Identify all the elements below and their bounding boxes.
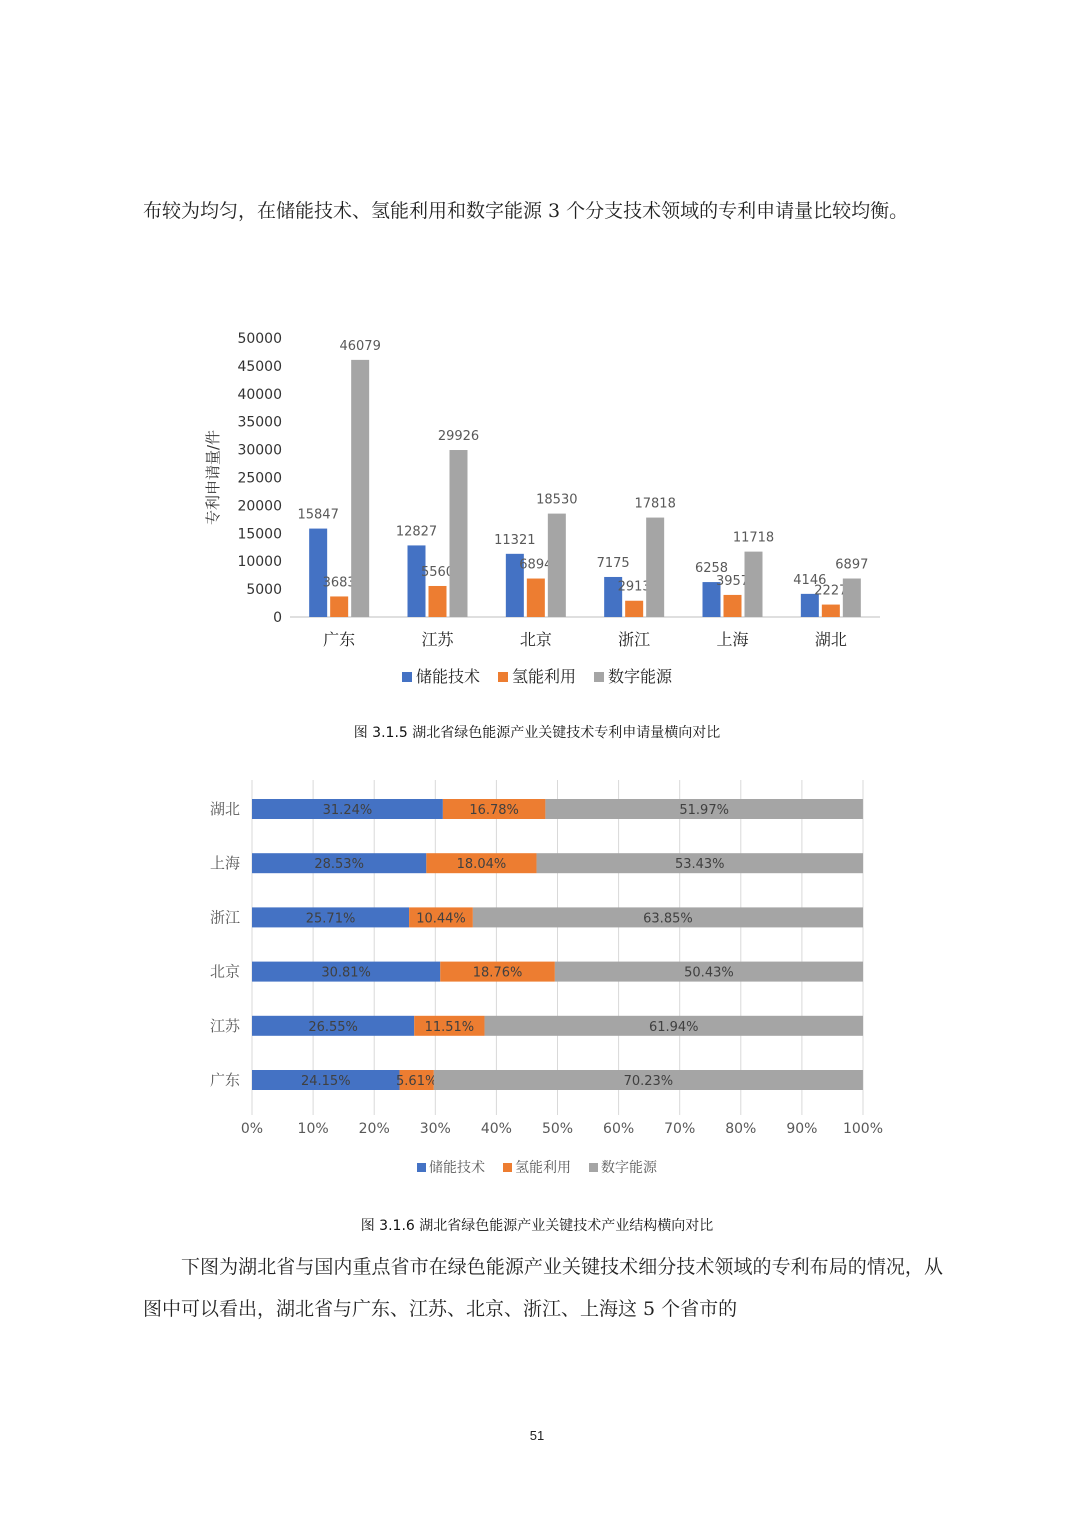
bar-hydrogen <box>724 595 742 617</box>
y-tick-label: 浙江 <box>210 908 240 926</box>
x-tick-label: 0% <box>241 1121 263 1137</box>
segment-label: 16.78% <box>469 803 519 818</box>
x-tick-label: 100% <box>843 1121 883 1137</box>
bar-hydrogen <box>429 586 447 617</box>
legend-swatch <box>402 672 412 682</box>
y-tick-label: 35000 <box>237 415 282 431</box>
x-tick-label: 北京 <box>520 630 552 649</box>
legend-entry: 数字能源 <box>601 1159 658 1176</box>
data-label: 5560 <box>421 565 454 580</box>
bar-hydrogen <box>330 596 348 617</box>
segment-label: 18.04% <box>457 857 507 872</box>
x-tick-label: 30% <box>420 1121 451 1137</box>
x-tick-label: 90% <box>786 1121 817 1137</box>
data-label: 7175 <box>597 556 630 571</box>
legend-entry: 储能技术 <box>429 1159 485 1176</box>
x-tick-label: 20% <box>359 1121 390 1137</box>
y-tick-label: 湖北 <box>210 800 240 818</box>
x-tick-label: 50% <box>542 1121 573 1137</box>
segment-label: 10.44% <box>416 911 466 926</box>
segment-label: 18.76% <box>473 966 523 981</box>
data-label: 3683 <box>323 575 356 590</box>
y-tick-label: 上海 <box>210 854 240 872</box>
bar-digital <box>843 579 861 617</box>
segment-label: 24.15% <box>301 1074 351 1089</box>
y-tick-label: 广东 <box>210 1071 240 1089</box>
data-label: 12827 <box>396 524 437 539</box>
y-tick-label: 25000 <box>237 471 282 487</box>
x-tick-label: 湖北 <box>815 630 847 649</box>
bar-digital <box>646 518 664 617</box>
data-label: 17818 <box>634 497 675 512</box>
y-tick-label: 45000 <box>237 359 282 375</box>
x-tick-label: 上海 <box>716 630 748 649</box>
bar-digital <box>548 514 566 617</box>
figure-caption-1: 图 3.1.5 湖北省绿色能源产业关键技术专利申请量横向对比 <box>0 722 1074 742</box>
legend-entry: 氢能利用 <box>515 1159 571 1176</box>
y-tick-label: 江苏 <box>210 1017 241 1035</box>
y-tick-label: 5000 <box>246 582 282 598</box>
segment-label: 70.23% <box>624 1074 674 1089</box>
y-tick-label: 30000 <box>237 443 282 459</box>
x-tick-label: 10% <box>298 1121 329 1137</box>
bar-digital <box>351 360 369 617</box>
bar-storage <box>309 529 327 617</box>
legend-swatch <box>594 672 604 682</box>
legend-entry: 储能技术 <box>416 667 480 686</box>
bar-hydrogen <box>625 601 643 617</box>
data-label: 3957 <box>716 574 749 589</box>
x-tick-label: 60% <box>603 1121 634 1137</box>
bar-hydrogen <box>822 605 840 617</box>
bar-storage <box>408 545 426 617</box>
legend-swatch <box>498 672 508 682</box>
data-label: 15847 <box>297 508 338 523</box>
segment-label: 31.24% <box>323 803 373 818</box>
x-tick-label: 广东 <box>323 630 355 649</box>
segment-label: 61.94% <box>649 1020 699 1035</box>
x-tick-label: 江苏 <box>421 630 454 649</box>
segment-label: 28.53% <box>314 857 364 872</box>
y-tick-label: 0 <box>273 610 282 626</box>
figure-caption-2: 图 3.1.6 湖北省绿色能源产业关键技术产业结构横向对比 <box>0 1215 1074 1235</box>
y-tick-label: 40000 <box>237 387 282 403</box>
y-tick-label: 20000 <box>237 498 282 514</box>
legend-entry: 氢能利用 <box>512 667 576 686</box>
data-label: 6258 <box>695 561 728 576</box>
x-tick-label: 70% <box>664 1121 695 1137</box>
segment-label: 51.97% <box>679 803 729 818</box>
data-label: 6894 <box>519 558 552 573</box>
y-tick-label: 北京 <box>210 963 240 981</box>
data-label: 2227 <box>814 584 847 599</box>
legend-swatch <box>503 1163 512 1172</box>
y-tick-label: 10000 <box>237 554 282 570</box>
bar-chart-patent-volume <box>190 320 900 700</box>
x-tick-label: 80% <box>725 1121 756 1137</box>
segment-label: 26.55% <box>308 1020 358 1035</box>
data-label: 11718 <box>733 531 774 546</box>
segment-label: 11.51% <box>425 1020 475 1035</box>
legend-swatch <box>417 1163 426 1172</box>
bar-hydrogen <box>527 579 545 617</box>
y-tick-label: 50000 <box>237 331 282 347</box>
x-tick-label: 浙江 <box>618 630 650 649</box>
y-axis-label: 专利申请量/件 <box>204 430 222 525</box>
segment-label: 30.81% <box>321 966 371 981</box>
stacked-bar-chart-structure <box>190 780 900 1190</box>
legend-swatch <box>589 1163 598 1172</box>
data-label: 2913 <box>618 580 651 595</box>
legend-entry: 数字能源 <box>608 667 673 686</box>
x-tick-label: 40% <box>481 1121 512 1137</box>
page-number: 51 <box>0 1428 1074 1443</box>
bar-digital <box>745 552 763 617</box>
segment-label: 25.71% <box>306 911 356 926</box>
bar-digital <box>450 450 468 617</box>
y-tick-label: 15000 <box>237 526 282 542</box>
data-label: 4146 <box>793 573 826 588</box>
segment-label: 53.43% <box>675 857 725 872</box>
data-label: 11321 <box>494 533 535 548</box>
data-label: 46079 <box>339 339 380 354</box>
data-label: 29926 <box>438 429 479 444</box>
body-paragraph-1: 布较为均匀，在储能技术、氢能利用和数字能源 3 个分支技术领域的专利申请量比较均衡。 <box>143 190 943 232</box>
data-label: 6897 <box>835 558 868 573</box>
data-label: 18530 <box>536 493 577 508</box>
body-paragraph-2: 下图为湖北省与国内重点省市在绿色能源产业关键技术细分技术领域的专利布局的情况，从图中可以看出，湖北省与广东、江苏、北京、浙江、上海这 5 个省市的 <box>143 1246 943 1330</box>
segment-label: 5.61% <box>396 1074 437 1089</box>
segment-label: 50.43% <box>684 966 734 981</box>
segment-label: 63.85% <box>643 911 693 926</box>
